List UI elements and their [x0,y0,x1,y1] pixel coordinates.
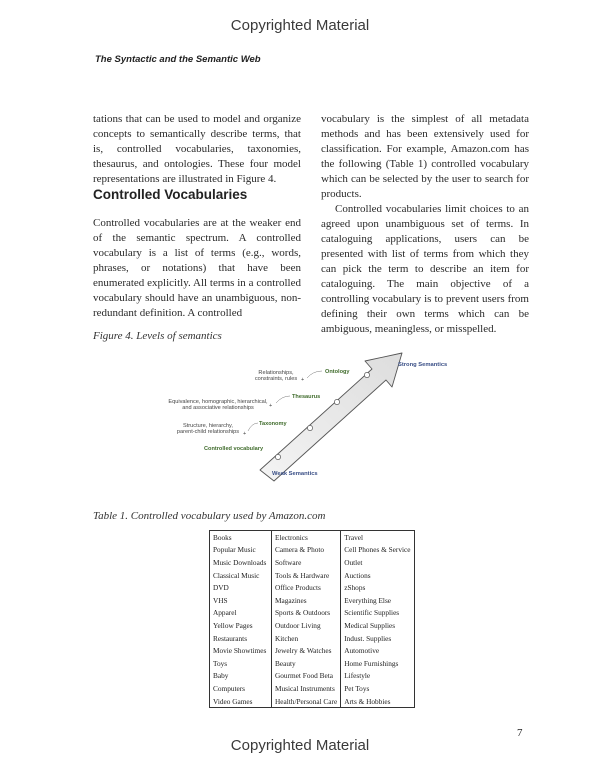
table-cell: Video Games [213,696,253,706]
table-cell: Indust. Supplies [341,632,414,645]
table-cell: zShops [341,581,414,594]
table-row [210,607,415,620]
level-thesaurus: Thesaurus [292,394,321,400]
table-cell: Movie Showtimes [213,646,267,656]
table-row [210,657,415,670]
table-row [210,569,415,582]
table-cell: Home Furnishings [341,657,414,670]
table-cell: Sports & Outdoors [272,607,341,620]
table-cell: Cell Phones & Service [341,544,414,557]
table-cell: Toys [213,658,228,668]
table-row [210,531,415,544]
table-cell: Music Downloads [213,557,267,567]
table-row [210,682,415,695]
table-caption: Table 1. Controlled vocabulary used by Amazon.com [93,510,326,522]
taxonomy-plus: + [243,431,247,437]
watermark-bottom: Copyrighted Material [230,737,370,754]
table-cell: VHS [213,595,228,605]
right-paragraph-1: vocabulary is the simplest of all metadata methods and has been extensively used for classification. For example, Amazon.com has the following (Table 1) controlled vocabulary which can be selected by the user to search for products. [321,113,529,200]
table-row [210,544,415,557]
table-row [210,644,415,657]
table-cell: Beauty [272,657,341,670]
section-heading: Controlled Vocabularies [93,187,248,202]
table-cell: Books [213,532,232,542]
level-marker-thesaurus [334,399,339,404]
thesaurus-plus: + [269,403,273,409]
right-column [321,112,529,337]
ontology-desc-line-1: Relationships, [258,370,294,376]
semantics-figure [160,345,460,485]
watermark-top: Copyrighted Material [230,17,370,34]
level-marker-ontology [364,372,369,377]
table-row [210,556,415,569]
table-cell: DVD [213,583,229,593]
page-number: 7 [517,727,523,739]
table-cell: Apparel [213,608,237,618]
table-cell: Jewelry & Watches [272,644,341,657]
level-ontology: Ontology [325,369,350,375]
taxonomy-desc-line-2: parent-child relationships [176,429,240,435]
table-row [210,581,415,594]
table-cell: Medical Supplies [341,619,414,632]
table-row [210,670,415,683]
level-marker-taxonomy [307,425,312,430]
table-cell: Tools & Hardware [272,569,341,582]
table-row [210,632,415,645]
table-row [210,619,415,632]
table-cell: Baby [213,671,229,681]
ontology-desc-line-2: constraints, rules [254,376,298,382]
table-cell: Gourmet Food Beta [272,670,341,683]
strong-semantics-label: Strong Semantics [398,362,448,368]
table-cell: Office Products [272,581,341,594]
table-cell: Electronics [272,531,341,544]
table-cell: Classical Music [213,570,260,580]
weak-semantics-label: Weak Semantics [272,471,318,477]
ontology-plus: + [301,377,305,383]
taxonomy-connector [248,423,258,431]
table-cell: Everything Else [341,594,414,607]
table-cell: Outdoor Living [272,619,341,632]
table-body [210,531,415,708]
table-cell: Computers [213,683,246,693]
right-paragraph-2: Controlled vocabularies limit choices to an agreed upon unambiguous set of terms. In cataloguing applications, users can be presented with list of terms from which they can pick the term to describe an item for cataloguing. The main objective of a controlling vocabulary is to prevent users from defining their own terms which can be ambiguous, meaningless, or misspelled. [321,203,529,335]
thesaurus-connector [276,396,290,403]
table-cell: Software [272,556,341,569]
table-cell: Camera & Photo [272,544,341,557]
taxonomy-desc-line-1: Structure, hierarchy, [183,423,233,429]
running-header: The Syntactic and the Semantic Web [95,54,261,65]
table-row [210,594,415,607]
table-cell: Auctions [341,569,414,582]
table-cell: Yellow Pages [213,620,253,630]
left-column-body [93,216,301,321]
table-cell: Scientific Supplies [341,607,414,620]
table-cell: Restaurants [213,633,248,643]
table-cell: Travel [341,531,414,544]
table-cell: Outlet [341,556,414,569]
ontology-connector [307,371,322,378]
table-cell: Pet Toys [341,682,414,695]
table-cell: Automotive [341,644,414,657]
intro-paragraph: tations that can be used to model and organize concepts to semantically describe terms, that is, controlled vocabularies, taxonomies, thesaurus, and ontologies. These four model representations are illustrated in Figure 4. [93,113,301,185]
table-cell: Lifestyle [341,670,414,683]
controlled-vocab-paragraph: Controlled vocabularies are at the weaker end of the semantic spectrum. A controlled vocabulary is a list of terms (e.g., words, phrases, or notations) that have been enumerated explicitly. All terms in a controlled vocabulary should have an unambiguous, non-redundant definition. A controlled [93,217,301,319]
figure-caption: Figure 4. Levels of semantics [93,330,222,342]
left-column-intro [93,112,301,187]
thesaurus-desc-line-2: and associative relationships [182,405,254,411]
level-taxonomy: Taxonomy [259,421,287,427]
table-cell: Popular Music [213,545,256,555]
table-cell: Musical Instruments [272,682,341,695]
thesaurus-desc-line-1: Equivalence, homographic, hierarchical, [168,399,268,405]
table-cell: Magazines [272,594,341,607]
table-row [210,695,415,708]
level-controlled-vocabulary: Controlled vocabulary [204,446,264,452]
table-cell: Health/Personal Care [272,695,341,708]
table-cell: Kitchen [272,632,341,645]
table-cell: Arts & Hobbies [341,695,414,708]
controlled-vocabulary-table [209,530,415,708]
level-marker-controlled-vocabulary [275,454,280,459]
